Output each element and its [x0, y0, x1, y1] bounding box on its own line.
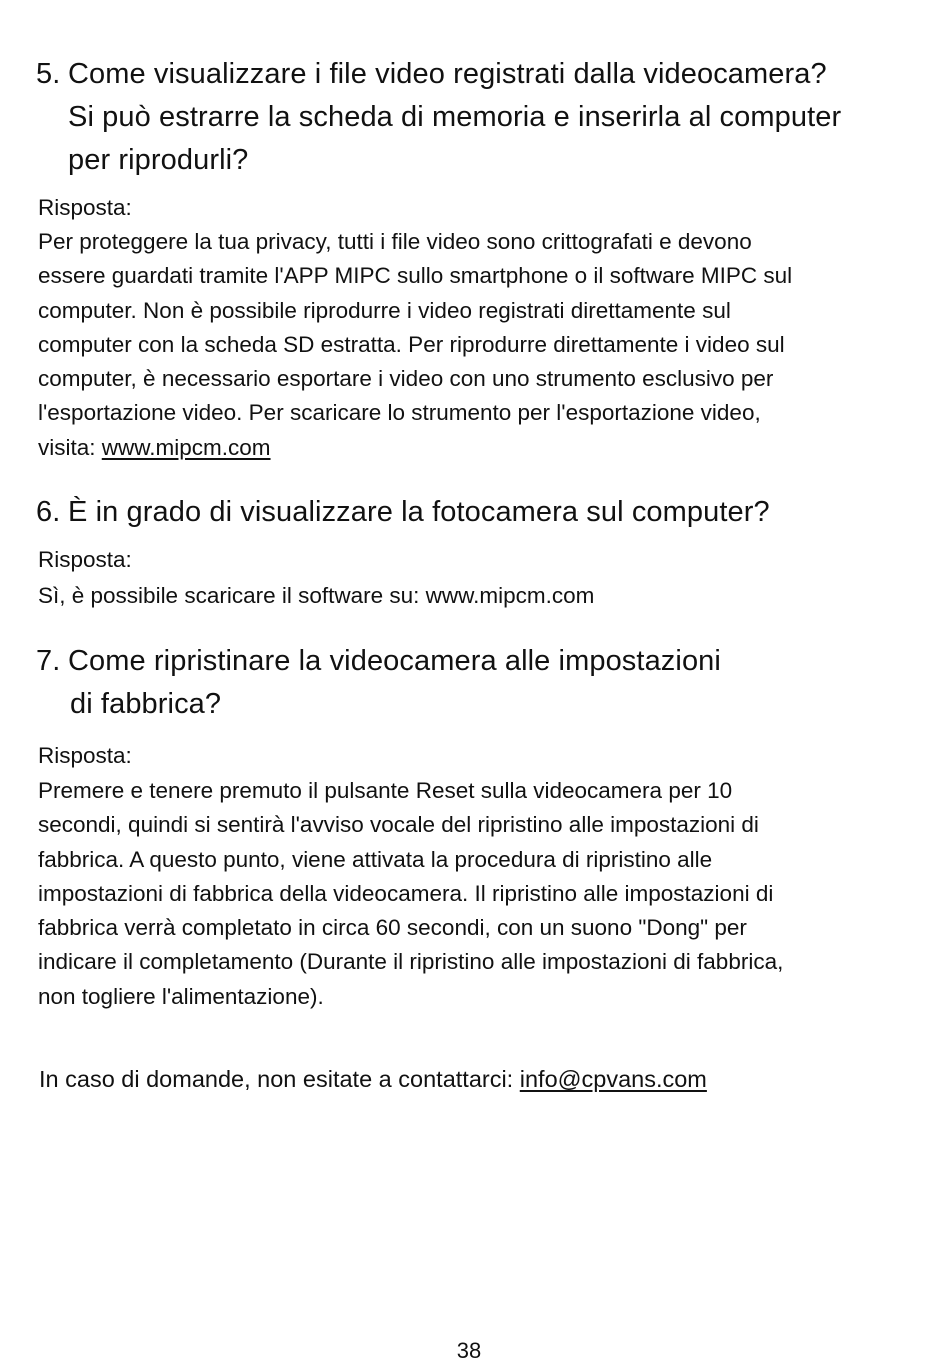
question-5-line-1: Come visualizzare i file video registrati dalla videocamera?: [68, 58, 827, 90]
question-7-answer-line: fabbrica. A questo punto, viene attivata la procedura di ripristino alle: [38, 846, 713, 872]
contact-email-link[interactable]: info@cpvans.com: [519, 1066, 707, 1092]
question-7-line-1: Come ripristinare la videocamera alle impostazioni: [68, 645, 721, 677]
question-5-answer-line: Per proteggere la tua privacy, tutti i file video sono crittografati e devono: [38, 229, 752, 254]
page-number: 38: [456, 1338, 482, 1363]
question-5-heading: [36, 53, 841, 182]
visit-prefix: visita:: [38, 434, 102, 460]
question-7-answer-line: secondi, quindi si sentirà l'avviso vocale del ripristino alle impostazioni di: [38, 812, 759, 838]
contact-text: In caso di domande, non esitate a contattarci:: [39, 1066, 520, 1092]
question-6-answer: [38, 579, 918, 613]
question-5-answer-line: essere guardati tramite l'APP MIPC sullo smartphone o il software MIPC sul: [38, 263, 793, 289]
contact-line: [39, 1062, 707, 1096]
question-7-number: 7.: [36, 645, 61, 677]
question-6-heading: [36, 491, 770, 534]
question-6-number: 6.: [36, 496, 61, 528]
question-7-heading: [36, 640, 721, 726]
question-7-answer-line: indicare il completamento (Durante il ripristino alle impostazioni di fabbrica,: [38, 949, 784, 975]
question-6-answer-label: Risposta:: [38, 547, 132, 572]
question-7-answer-line: non togliere l'alimentazione).: [38, 983, 324, 1009]
question-6-line-1: È in grado di visualizzare la fotocamera sul computer?: [68, 496, 770, 528]
question-6-answer-line: Sì, è possibile scaricare il software su: www.mipcm.com: [38, 583, 595, 608]
question-5-answer-line: computer, è necessario esportare i video con uno strumento esclusivo per: [38, 366, 774, 392]
question-7-answer-line: fabbrica verrà completato in circa 60 secondi, con un suono "Dong" per: [38, 915, 747, 941]
question-7-line-2: di fabbrica?: [70, 688, 222, 720]
question-5-line-3: per riprodurli?: [68, 144, 249, 176]
mipcm-website-link[interactable]: www.mipcm.com: [101, 434, 271, 460]
question-5-answer-line: computer. Non è possibile riprodurre i video registrati direttamente sul: [38, 297, 731, 323]
question-5-number: 5.: [36, 58, 61, 90]
question-5-answer-line: l'esportazione video. Per scaricare lo strumento per l'esportazione video,: [38, 400, 761, 426]
question-7-answer-line: impostazioni di fabbrica della videocamera. Il ripristino alle impostazioni di: [38, 880, 774, 906]
question-7-answer-label: Risposta:: [38, 743, 132, 768]
question-7-answer: [38, 774, 918, 1014]
question-5-answer-line: computer con la scheda SD estratta. Per riprodurre direttamente i video sul: [38, 331, 785, 357]
question-7-answer-line: Premere e tenere premuto il pulsante Reset sulla videocamera per 10: [38, 778, 733, 803]
question-5-answer-last-line: [38, 431, 918, 465]
question-5-line-2: Si può estrarre la scheda di memoria e inserirla al computer: [68, 101, 842, 133]
question-5-answer: [38, 225, 918, 465]
question-5-answer-label: Risposta:: [38, 195, 132, 220]
